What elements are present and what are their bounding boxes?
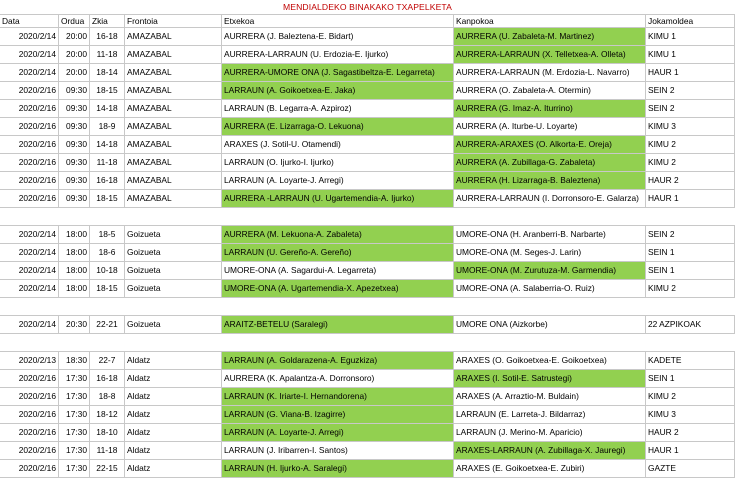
cell-category[interactable]: HAUR 1 bbox=[646, 64, 735, 82]
cell-score[interactable] bbox=[90, 334, 125, 352]
cell-score[interactable]: 18-6 bbox=[90, 244, 125, 262]
cell-category[interactable]: SEIN 2 bbox=[646, 82, 735, 100]
cell-score[interactable]: 14-18 bbox=[90, 100, 125, 118]
cell-category[interactable]: HAUR 2 bbox=[646, 172, 735, 190]
cell-time[interactable]: 09:30 bbox=[59, 136, 90, 154]
cell-venue[interactable] bbox=[125, 334, 222, 352]
cell-venue[interactable]: AMAZABAL bbox=[125, 100, 222, 118]
table-row bbox=[0, 28, 735, 46]
cell-venue[interactable]: Goizueta bbox=[125, 280, 222, 298]
cell-date[interactable]: 2020/2/14 bbox=[0, 64, 59, 82]
cell-date[interactable]: 2020/2/16 bbox=[0, 190, 59, 208]
cell-home[interactable] bbox=[222, 208, 454, 226]
cell-score[interactable]: 18-14 bbox=[90, 64, 125, 82]
cell-time[interactable]: 09:30 bbox=[59, 190, 90, 208]
cell-venue[interactable]: AMAZABAL bbox=[125, 82, 222, 100]
table-row bbox=[0, 226, 735, 244]
cell-category[interactable]: HAUR 2 bbox=[646, 424, 735, 442]
cell-category[interactable] bbox=[646, 208, 735, 226]
cell-away[interactable]: LARRAUN (E. Larreta-J. Bildarraz) bbox=[454, 406, 646, 424]
cell-score[interactable]: 18-5 bbox=[90, 226, 125, 244]
cell-date[interactable]: 2020/2/16 bbox=[0, 460, 59, 478]
cell-venue[interactable]: AMAZABAL bbox=[125, 136, 222, 154]
cell-time[interactable]: 09:30 bbox=[59, 100, 90, 118]
cell-score[interactable] bbox=[90, 208, 125, 226]
cell-category[interactable]: SEIN 1 bbox=[646, 244, 735, 262]
table-row bbox=[0, 82, 735, 100]
cell-time[interactable]: 18:00 bbox=[59, 226, 90, 244]
table-row bbox=[0, 316, 735, 334]
cell-venue[interactable]: AMAZABAL bbox=[125, 154, 222, 172]
cell-away[interactable]: UMORE-ONA (H. Aranberri-B. Narbarte) bbox=[454, 226, 646, 244]
cell-score[interactable]: 18-15 bbox=[90, 280, 125, 298]
header-venue[interactable]: Frontoia bbox=[125, 14, 222, 28]
cell-category[interactable]: SEIN 2 bbox=[646, 226, 735, 244]
cell-away[interactable]: ARAXES-LARRAUN (A. Zubillaga-X. Jauregi) bbox=[454, 442, 646, 460]
cell-away[interactable] bbox=[454, 208, 646, 226]
cell-away[interactable] bbox=[454, 334, 646, 352]
cell-venue[interactable]: Aldatz bbox=[125, 406, 222, 424]
cell-venue[interactable]: Aldatz bbox=[125, 424, 222, 442]
cell-time[interactable]: 09:30 bbox=[59, 118, 90, 136]
cell-home[interactable]: AURRERA-UMORE ONA (J. Sagastibeltza-E. Legarreta) bbox=[222, 64, 454, 82]
cell-time[interactable]: 18:00 bbox=[59, 280, 90, 298]
cell-away[interactable]: AURRERA-LARRAUN (X. Telletxea-A. Olleta) bbox=[454, 46, 646, 64]
cell-date[interactable]: 2020/2/16 bbox=[0, 82, 59, 100]
cell-time[interactable] bbox=[59, 334, 90, 352]
cell-home[interactable] bbox=[222, 298, 454, 316]
cell-category[interactable]: KIMU 1 bbox=[646, 46, 735, 64]
cell-venue[interactable]: AMAZABAL bbox=[125, 46, 222, 64]
cell-category[interactable]: KADETE bbox=[646, 352, 735, 370]
cell-time[interactable]: 17:30 bbox=[59, 442, 90, 460]
cell-home[interactable]: LARRAUN (B. Legarra-A. Azpiroz) bbox=[222, 100, 454, 118]
cell-away[interactable]: AURRERA (A. Zubillaga-G. Zabaleta) bbox=[454, 154, 646, 172]
cell-score[interactable]: 11-18 bbox=[90, 442, 125, 460]
cell-category[interactable]: SEIN 1 bbox=[646, 262, 735, 280]
cell-score[interactable] bbox=[90, 298, 125, 316]
header-date[interactable]: Data bbox=[0, 14, 59, 28]
cell-home[interactable]: LARRAUN (U. Gereño-A. Gereño) bbox=[222, 244, 454, 262]
cell-category[interactable] bbox=[646, 334, 735, 352]
cell-category[interactable]: KIMU 2 bbox=[646, 388, 735, 406]
cell-date[interactable]: 2020/2/14 bbox=[0, 226, 59, 244]
cell-time[interactable]: 09:30 bbox=[59, 154, 90, 172]
table-row bbox=[0, 262, 735, 280]
cell-date[interactable] bbox=[0, 208, 59, 226]
cell-away[interactable]: AURRERA-ARAXES (O. Alkorta-E. Oreja) bbox=[454, 136, 646, 154]
cell-date[interactable]: 2020/2/14 bbox=[0, 28, 59, 46]
cell-away[interactable]: AURRERA (O. Zabaleta-A. Otermin) bbox=[454, 82, 646, 100]
header-category[interactable]: Jokamoldea bbox=[646, 14, 735, 28]
cell-date[interactable]: 2020/2/16 bbox=[0, 100, 59, 118]
cell-score[interactable]: 16-18 bbox=[90, 172, 125, 190]
cell-date[interactable]: 2020/2/13 bbox=[0, 352, 59, 370]
cell-time[interactable]: 17:30 bbox=[59, 460, 90, 478]
cell-away[interactable]: ARAXES (E. Goikoetxea-E. Zubiri) bbox=[454, 460, 646, 478]
cell-away[interactable]: AURRERA (U. Zabaleta-M. Martinez) bbox=[454, 28, 646, 46]
cell-score[interactable]: 11-18 bbox=[90, 154, 125, 172]
cell-venue[interactable]: Goizueta bbox=[125, 226, 222, 244]
cell-venue[interactable]: Aldatz bbox=[125, 460, 222, 478]
cell-venue[interactable]: AMAZABAL bbox=[125, 118, 222, 136]
cell-venue[interactable]: Goizueta bbox=[125, 262, 222, 280]
cell-venue[interactable]: Aldatz bbox=[125, 442, 222, 460]
cell-score[interactable]: 18-15 bbox=[90, 82, 125, 100]
cell-home[interactable]: AURRERA (M. Lekuona-A. Zabaleta) bbox=[222, 226, 454, 244]
cell-home[interactable]: LARRAUN (A. Goikoetxea-E. Jaka) bbox=[222, 82, 454, 100]
table-row bbox=[0, 406, 735, 424]
cell-venue[interactable]: Aldatz bbox=[125, 388, 222, 406]
cell-home[interactable]: AURRERA (E. Lizarraga-O. Lekuona) bbox=[222, 118, 454, 136]
table-row bbox=[0, 46, 735, 64]
cell-date[interactable]: 2020/2/16 bbox=[0, 442, 59, 460]
cell-time[interactable] bbox=[59, 208, 90, 226]
cell-home[interactable]: LARRAUN (A. Loyarte-J. Arregi) bbox=[222, 424, 454, 442]
cell-date[interactable]: 2020/2/14 bbox=[0, 244, 59, 262]
cell-date[interactable]: 2020/2/14 bbox=[0, 46, 59, 64]
cell-date[interactable]: 2020/2/14 bbox=[0, 262, 59, 280]
cell-score[interactable]: 16-18 bbox=[90, 370, 125, 388]
cell-time[interactable]: 17:30 bbox=[59, 406, 90, 424]
cell-score[interactable]: 18-8 bbox=[90, 388, 125, 406]
table-row bbox=[0, 244, 735, 262]
sheet-title: MENDIALDEKO BINAKAKO TXAPELKETA bbox=[283, 2, 452, 12]
cell-category[interactable]: HAUR 1 bbox=[646, 190, 735, 208]
cell-date[interactable]: 2020/2/14 bbox=[0, 280, 59, 298]
header-row bbox=[0, 14, 735, 28]
cell-venue[interactable]: Aldatz bbox=[125, 352, 222, 370]
table-row bbox=[0, 172, 735, 190]
cell-away[interactable]: UMORE-ONA (M. Seges-J. Larin) bbox=[454, 244, 646, 262]
table-row bbox=[0, 352, 735, 370]
cell-date[interactable]: 2020/2/14 bbox=[0, 316, 59, 334]
header-time[interactable]: Ordua bbox=[59, 14, 90, 28]
cell-time[interactable]: 09:30 bbox=[59, 82, 90, 100]
cell-venue[interactable]: AMAZABAL bbox=[125, 64, 222, 82]
cell-away[interactable]: ARAXES (I. Sotil-E. Satrustegi) bbox=[454, 370, 646, 388]
table-row bbox=[0, 280, 735, 298]
cell-date[interactable]: 2020/2/16 bbox=[0, 370, 59, 388]
cell-away[interactable]: AURRERA (A. Iturbe-U. Loyarte) bbox=[454, 118, 646, 136]
header-score[interactable]: Zkia bbox=[90, 14, 125, 28]
cell-venue[interactable]: Goizueta bbox=[125, 244, 222, 262]
blank-row bbox=[0, 208, 735, 226]
cell-score[interactable]: 10-18 bbox=[90, 262, 125, 280]
cell-score[interactable]: 18-12 bbox=[90, 406, 125, 424]
cell-date[interactable]: 2020/2/16 bbox=[0, 118, 59, 136]
table-row bbox=[0, 154, 735, 172]
cell-away[interactable]: AURRERA (G. Imaz-A. Iturrino) bbox=[454, 100, 646, 118]
cell-away[interactable]: UMORE ONA (Aizkorbe) bbox=[454, 316, 646, 334]
cell-home[interactable]: LARRAUN (O. Ijurko-I. Ijurko) bbox=[222, 154, 454, 172]
cell-date[interactable]: 2020/2/16 bbox=[0, 406, 59, 424]
cell-home[interactable] bbox=[222, 334, 454, 352]
cell-home[interactable]: LARRAUN (G. Viana-B. Izagirre) bbox=[222, 406, 454, 424]
cell-score[interactable]: 22-21 bbox=[90, 316, 125, 334]
blank-row bbox=[0, 334, 735, 352]
cell-score[interactable]: 22-15 bbox=[90, 460, 125, 478]
cell-time[interactable]: 17:30 bbox=[59, 370, 90, 388]
cell-home[interactable]: AURRERA (K. Apalantza-A. Dorronsoro) bbox=[222, 370, 454, 388]
cell-category[interactable]: KIMU 2 bbox=[646, 154, 735, 172]
cell-category[interactable] bbox=[646, 298, 735, 316]
cell-category[interactable]: KIMU 2 bbox=[646, 136, 735, 154]
cell-away[interactable]: ARAXES (O. Goikoetxea-E. Goikoetxea) bbox=[454, 352, 646, 370]
cell-time[interactable]: 17:30 bbox=[59, 388, 90, 406]
cell-home[interactable]: LARRAUN (A. Goldarazena-A. Eguzkiza) bbox=[222, 352, 454, 370]
cell-venue[interactable] bbox=[125, 298, 222, 316]
table-row bbox=[0, 388, 735, 406]
cell-away[interactable]: ARAXES (A. Arraztio-M. Buldain) bbox=[454, 388, 646, 406]
cell-score[interactable]: 14-18 bbox=[90, 136, 125, 154]
cell-category[interactable]: 22 AZPIKOAK bbox=[646, 316, 735, 334]
cell-time[interactable]: 18:00 bbox=[59, 244, 90, 262]
cell-time[interactable]: 20:30 bbox=[59, 316, 90, 334]
cell-category[interactable]: KIMU 2 bbox=[646, 280, 735, 298]
cell-score[interactable]: 11-18 bbox=[90, 46, 125, 64]
cell-home[interactable]: UMORE-ONA (A. Ugartemendia-X. Apezetxea) bbox=[222, 280, 454, 298]
cell-category[interactable]: KIMU 3 bbox=[646, 118, 735, 136]
cell-away[interactable] bbox=[454, 298, 646, 316]
cell-score[interactable]: 18-15 bbox=[90, 190, 125, 208]
cell-score[interactable]: 16-18 bbox=[90, 28, 125, 46]
cell-category[interactable]: SEIN 2 bbox=[646, 100, 735, 118]
cell-venue[interactable]: AMAZABAL bbox=[125, 28, 222, 46]
table-row bbox=[0, 136, 735, 154]
cell-date[interactable]: 2020/2/16 bbox=[0, 136, 59, 154]
cell-category[interactable]: HAUR 1 bbox=[646, 442, 735, 460]
cell-time[interactable] bbox=[59, 298, 90, 316]
cell-home[interactable]: LARRAUN (H. Ijurko-A. Saralegi) bbox=[222, 460, 454, 478]
cell-venue[interactable]: AMAZABAL bbox=[125, 190, 222, 208]
cell-time[interactable]: 20:00 bbox=[59, 64, 90, 82]
table-row bbox=[0, 370, 735, 388]
table-row bbox=[0, 118, 735, 136]
cell-venue[interactable] bbox=[125, 208, 222, 226]
blank-row bbox=[0, 298, 735, 316]
cell-venue[interactable]: AMAZABAL bbox=[125, 172, 222, 190]
header-home[interactable]: Etxekoa bbox=[222, 14, 454, 28]
cell-venue[interactable]: Goizueta bbox=[125, 316, 222, 334]
table-row bbox=[0, 190, 735, 208]
cell-away[interactable]: AURRERA-LARRAUN (I. Dorronsoro-E. Galarza) bbox=[454, 190, 646, 208]
cell-date[interactable]: 2020/2/16 bbox=[0, 172, 59, 190]
cell-date[interactable] bbox=[0, 334, 59, 352]
cell-away[interactable]: UMORE-ONA (M. Zurutuza-M. Garmendia) bbox=[454, 262, 646, 280]
cell-home[interactable]: LARRAUN (K. Iriarte-I. Hernandorena) bbox=[222, 388, 454, 406]
cell-time[interactable]: 09:30 bbox=[59, 172, 90, 190]
cell-away[interactable]: AURRERA-LARRAUN (M. Erdozia-L. Navarro) bbox=[454, 64, 646, 82]
cell-home[interactable]: ARAXES (J. Sotil-U. Otamendi) bbox=[222, 136, 454, 154]
cell-category[interactable]: SEIN 1 bbox=[646, 370, 735, 388]
cell-home[interactable]: LARRAUN (J. Iribarren-I. Santos) bbox=[222, 442, 454, 460]
cell-home[interactable]: AURRERA-LARRAUN (U. Erdozia-E. Ijurko) bbox=[222, 46, 454, 64]
cell-category[interactable]: KIMU 1 bbox=[646, 28, 735, 46]
table-row bbox=[0, 100, 735, 118]
cell-time[interactable]: 18:00 bbox=[59, 262, 90, 280]
cell-away[interactable]: UMORE-ONA (A. Salaberria-O. Ruiz) bbox=[454, 280, 646, 298]
table-row bbox=[0, 424, 735, 442]
cell-score[interactable]: 22-7 bbox=[90, 352, 125, 370]
header-away[interactable]: Kanpokoa bbox=[454, 14, 646, 28]
cell-home[interactable]: ARAITZ-BETELU (Saralegi) bbox=[222, 316, 454, 334]
table-row bbox=[0, 64, 735, 82]
cell-home[interactable]: AURRERA (J. Baleztena-E. Bidart) bbox=[222, 28, 454, 46]
cell-time[interactable]: 17:30 bbox=[59, 424, 90, 442]
cell-home[interactable]: AURRERA -LARRAUN (U. Ugartemendia-A. Ijurko) bbox=[222, 190, 454, 208]
cell-date[interactable]: 2020/2/16 bbox=[0, 424, 59, 442]
cell-away[interactable]: AURRERA (H. Lizarraga-B. Baleztena) bbox=[454, 172, 646, 190]
cell-date[interactable] bbox=[0, 298, 59, 316]
table-row bbox=[0, 442, 735, 460]
cell-category[interactable]: GAZTE bbox=[646, 460, 735, 478]
cell-date[interactable]: 2020/2/16 bbox=[0, 154, 59, 172]
cell-category[interactable]: KIMU 3 bbox=[646, 406, 735, 424]
cell-date[interactable]: 2020/2/16 bbox=[0, 388, 59, 406]
cell-home[interactable]: LARRAUN (A. Loyarte-J. Arregi) bbox=[222, 172, 454, 190]
cell-time[interactable]: 20:00 bbox=[59, 28, 90, 46]
cell-venue[interactable]: Aldatz bbox=[125, 370, 222, 388]
table-row bbox=[0, 460, 735, 478]
cell-home[interactable]: UMORE-ONA (A. Sagardui-A. Legarreta) bbox=[222, 262, 454, 280]
cell-time[interactable]: 20:00 bbox=[59, 46, 90, 64]
cell-score[interactable]: 18-10 bbox=[90, 424, 125, 442]
cell-time[interactable]: 18:30 bbox=[59, 352, 90, 370]
cell-score[interactable]: 18-9 bbox=[90, 118, 125, 136]
cell-away[interactable]: LARRAUN (J. Merino-M. Aparicio) bbox=[454, 424, 646, 442]
